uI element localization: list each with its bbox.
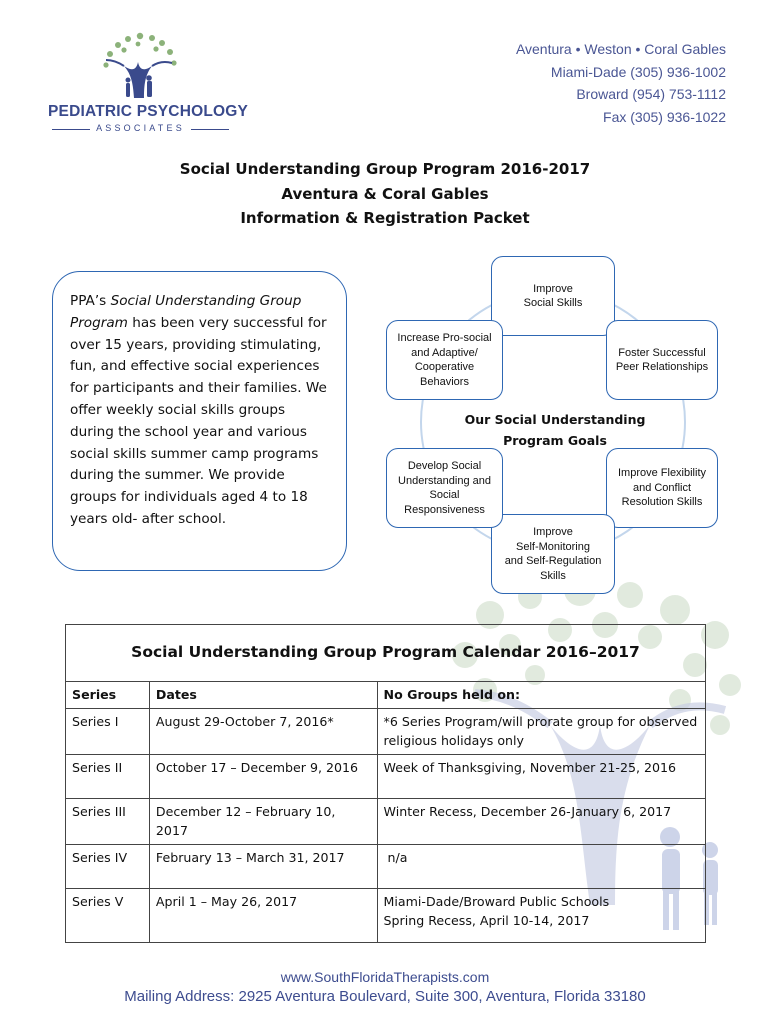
series-no-groups: Miami-Dade/Broward Public Schools Spring Recess, April 10-14, 2017 <box>377 888 705 942</box>
series-name: Series III <box>66 798 150 844</box>
series-dates: April 1 – May 26, 2017 <box>149 888 377 942</box>
series-dates: December 12 – February 10, 2017 <box>149 798 377 844</box>
series-no-groups: *6 Series Program/will prorate group for observed religious holidays only <box>377 708 705 754</box>
series-no-groups: Week of Thanksgiving, November 21-25, 2016 <box>377 754 705 798</box>
table-row <box>66 798 706 844</box>
header-series: Series <box>66 682 150 709</box>
contact-miami-dade: Miami-Dade (305) 936-1002 <box>550 63 726 80</box>
goal-improve-social-skills: Improve Social Skills <box>491 256 615 336</box>
contact-broward: Broward (954) 753-1112 <box>576 86 726 102</box>
series-dates: February 13 – March 31, 2017 <box>149 844 377 888</box>
series-name: Series I <box>66 708 150 754</box>
contact-fax: Fax (305) 936-1022 <box>603 108 726 125</box>
intro-text <box>70 291 332 531</box>
intro-body: has been very successful for over 15 years, providing stimulating, fun, and effective social experiences for participants and their families. We offer weekly social skills groups during the school year and various social skills summer camp programs during the summer. We provide groups for individuals aged 4 to 18 years old- after school. <box>70 314 327 527</box>
footer-mailing-address: Mailing Address: 2925 Aventura Boulevard, Suite 300, Aventura, Florida 33180 <box>124 988 646 1005</box>
calendar-header-row <box>66 682 706 709</box>
series-name: Series V <box>66 888 150 942</box>
goal-foster-peer-relationships: Foster Successful Peer Relationships <box>606 320 718 400</box>
table-row <box>66 708 706 754</box>
header-no-groups: No Groups held on: <box>377 682 705 709</box>
logo-name: PEDIATRIC PSYCHOLOGY <box>48 103 249 120</box>
document-title-block <box>0 157 770 231</box>
goals-center-line1: Our Social Understanding <box>464 412 646 427</box>
document-subtitle-packet: Information & Registration Packet <box>240 209 530 227</box>
goal-develop-social-responsiveness: Develop Social Understanding and Social Responsiveness <box>386 448 503 528</box>
contact-block <box>516 38 726 128</box>
series-no-groups: n/a <box>377 844 705 888</box>
footer-website: www.SouthFloridaTherapists.com <box>280 969 490 985</box>
goal-improve-flexibility: Improve Flexibility and Conflict Resolution Skills <box>606 448 718 528</box>
series-dates: August 29-October 7, 2016* <box>149 708 377 754</box>
contact-locations: Aventura • Weston • Coral Gables <box>515 41 726 57</box>
goal-improve-self-monitoring: Improve Self-Monitoring and Self-Regulation Skills <box>491 514 615 594</box>
series-dates: October 17 – December 9, 2016 <box>149 754 377 798</box>
series-no-groups: Winter Recess, December 26-January 6, 2017 <box>377 798 705 844</box>
document-title: Social Understanding Group Program 2016-2017 <box>179 160 591 178</box>
goal-increase-prosocial-behaviors: Increase Pro-social and Adaptive/ Cooperative Behaviors <box>386 320 503 400</box>
logo-associates: ASSOCIATES <box>96 123 185 133</box>
calendar-title: Social Understanding Group Program Calendar 2016–2017 <box>66 625 706 682</box>
header-dates: Dates <box>149 682 377 709</box>
intro-program-name: Social Understanding Group Program <box>70 293 302 331</box>
calendar-table <box>65 624 706 943</box>
logo-rule-right <box>191 129 229 130</box>
document-subtitle-locations: Aventura & Coral Gables <box>281 184 489 203</box>
goals-center-label <box>440 409 670 451</box>
table-row <box>66 888 706 942</box>
table-row <box>66 754 706 798</box>
goals-center-line2: Program Goals <box>503 433 607 448</box>
series-name: Series IV <box>66 844 150 888</box>
series-name: Series II <box>66 754 150 798</box>
intro-prefix: PPA’s <box>70 293 111 309</box>
table-row <box>66 844 706 888</box>
